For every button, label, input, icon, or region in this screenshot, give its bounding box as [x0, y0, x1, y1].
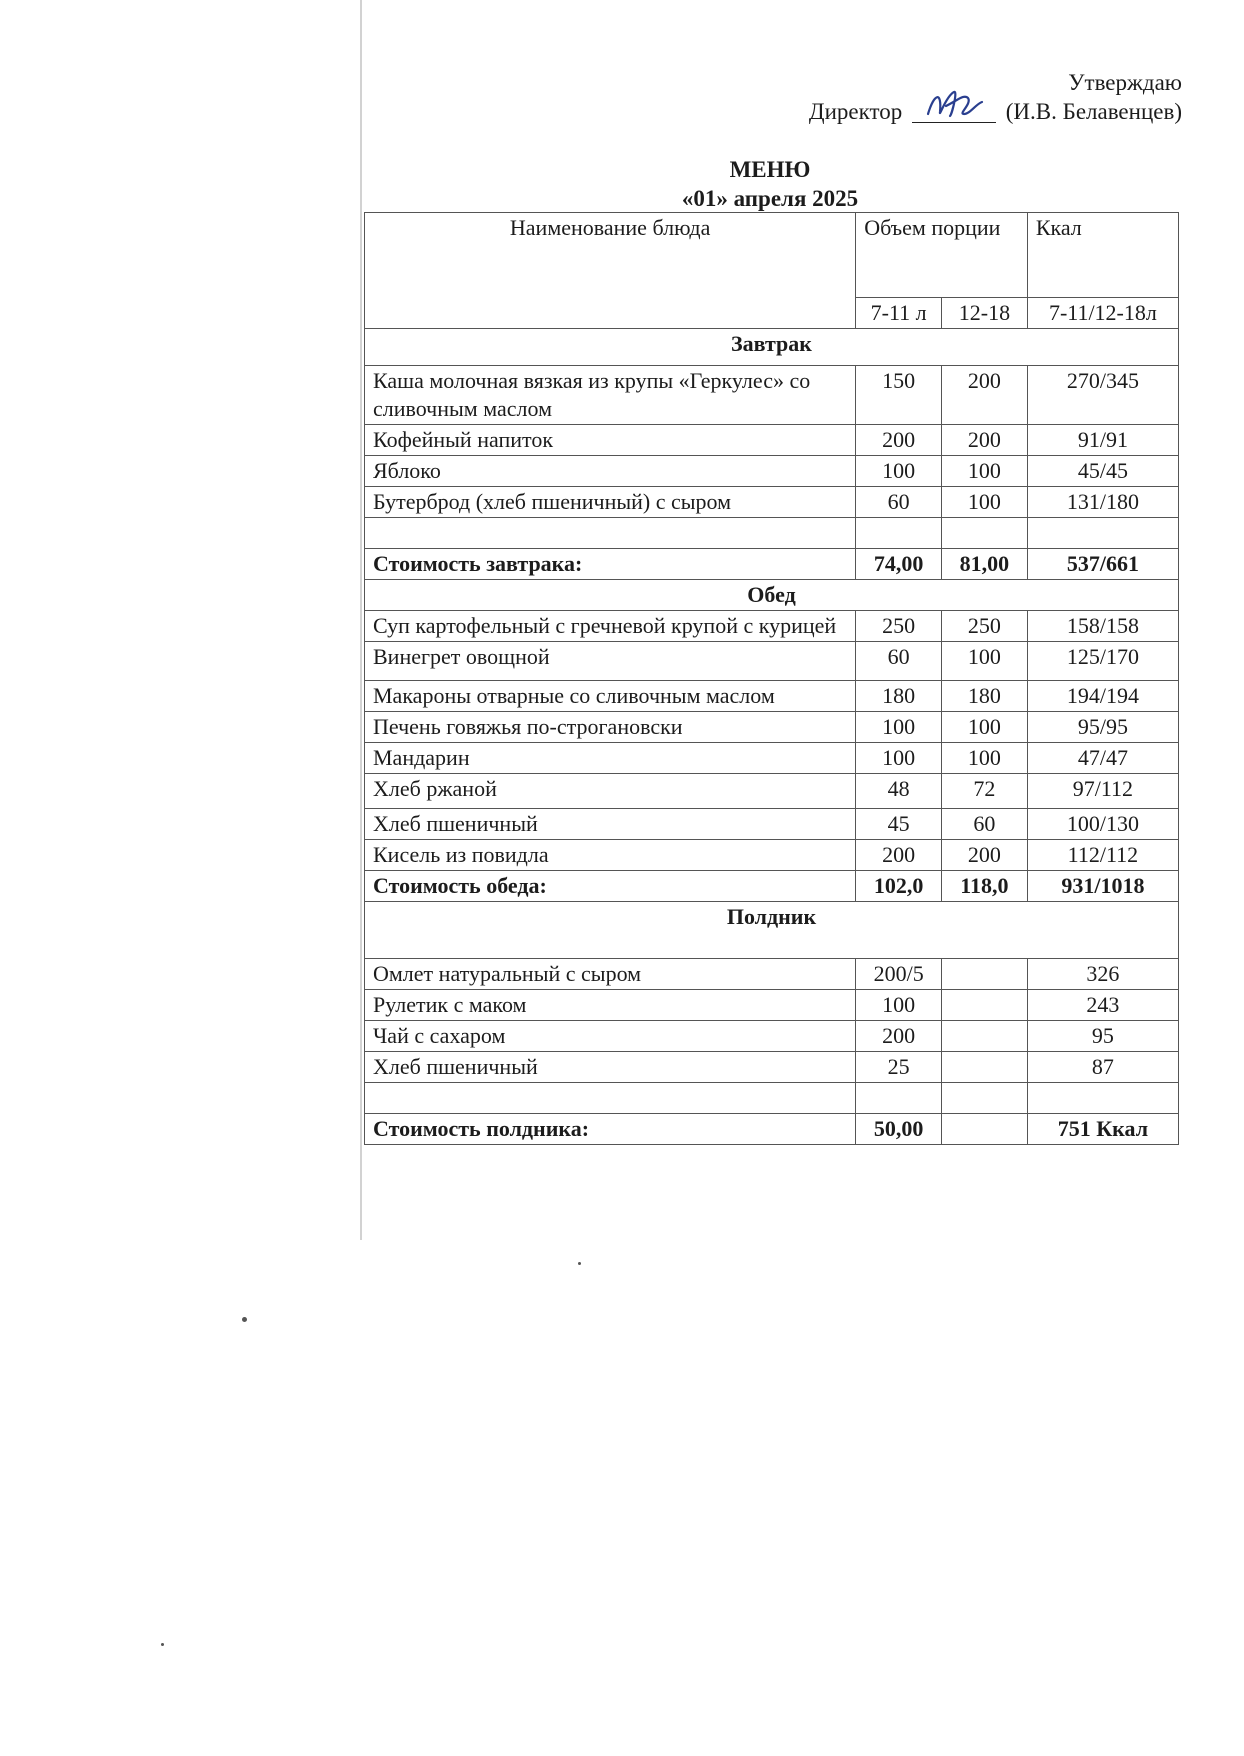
table-row	[365, 611, 1179, 642]
dish-name: Кисель из повидла	[365, 840, 856, 871]
portion-a: 250	[856, 611, 942, 642]
portion-a: 100	[856, 990, 942, 1021]
director-line	[809, 97, 1182, 126]
table-row	[365, 712, 1179, 743]
total-kcal: 537/661	[1027, 549, 1178, 580]
table-header-row	[365, 213, 1179, 298]
table-row	[365, 990, 1179, 1021]
kcal-value: 158/158	[1027, 611, 1178, 642]
portion-a: 100	[856, 712, 942, 743]
portion-b: 100	[942, 712, 1028, 743]
total-row-snack	[365, 1114, 1179, 1145]
table-row	[365, 642, 1179, 681]
approval-label: Утверждаю	[1068, 70, 1182, 95]
kcal-value: 45/45	[1027, 456, 1178, 487]
dish-name: Омлет натуральный с сыром	[365, 959, 856, 990]
portion-b: 200	[942, 425, 1028, 456]
dish-name: Яблоко	[365, 456, 856, 487]
kcal-value: 100/130	[1027, 809, 1178, 840]
signature-icon	[924, 84, 988, 124]
portion-b: 60	[942, 809, 1028, 840]
table-row	[365, 774, 1179, 809]
empty-cell	[856, 1083, 942, 1114]
header-age-b: 12-18	[942, 298, 1028, 329]
portion-b: 100	[942, 642, 1028, 681]
section-title-snack: Полдник	[365, 902, 1179, 959]
empty-cell	[365, 1083, 856, 1114]
table-row	[365, 1052, 1179, 1083]
portion-a: 180	[856, 681, 942, 712]
kcal-value: 87	[1027, 1052, 1178, 1083]
table-row	[365, 840, 1179, 871]
dish-name: Бутерброд (хлеб пшеничный) с сыром	[365, 487, 856, 518]
portion-b: 100	[942, 487, 1028, 518]
director-title: Директор	[808, 99, 903, 124]
menu-date: «01» апреля 2025	[681, 186, 859, 211]
header-dish-name: Наименование блюда	[365, 213, 856, 329]
portion-a: 200/5	[856, 959, 942, 990]
total-label: Стоимость завтрака:	[365, 549, 856, 580]
signature	[912, 98, 996, 123]
portion-a: 60	[856, 487, 942, 518]
empty-cell	[942, 518, 1028, 549]
total-cost-b: 81,00	[942, 549, 1028, 580]
total-cost-b	[942, 1114, 1028, 1145]
menu-table	[364, 212, 1179, 1145]
portion-a: 25	[856, 1052, 942, 1083]
header-age-a: 7-11 л	[856, 298, 942, 329]
section-row-breakfast	[365, 329, 1179, 366]
dish-name: Хлеб пшеничный	[365, 809, 856, 840]
director-name: (И.В. Белавенцев)	[1005, 99, 1182, 124]
dish-name: Мандарин	[365, 743, 856, 774]
header-portion: Объем порции	[856, 213, 1028, 298]
dish-name: Печень говяжья по-строгановски	[365, 712, 856, 743]
table-row	[365, 487, 1179, 518]
page-title: МЕНЮ	[729, 157, 811, 182]
portion-a: 60	[856, 642, 942, 681]
scan-speck	[242, 1317, 247, 1322]
total-kcal: 751 Ккал	[1027, 1114, 1178, 1145]
portion-b	[942, 1052, 1028, 1083]
scan-speck	[578, 1262, 581, 1265]
empty-cell	[1027, 1083, 1178, 1114]
portion-b: 72	[942, 774, 1028, 809]
table-row	[365, 425, 1179, 456]
total-row-breakfast	[365, 549, 1179, 580]
table-row	[365, 959, 1179, 990]
approval-block	[809, 68, 1182, 126]
kcal-value: 326	[1027, 959, 1178, 990]
section-row-snack	[365, 902, 1179, 959]
total-row-lunch	[365, 871, 1179, 902]
portion-b: 180	[942, 681, 1028, 712]
portion-a: 200	[856, 840, 942, 871]
dish-name: Суп картофельный с гречневой крупой с курицей	[365, 611, 856, 642]
total-cost-a: 50,00	[856, 1114, 942, 1145]
empty-cell	[942, 1083, 1028, 1114]
section-title-lunch: Обед	[365, 580, 1179, 611]
table-row	[365, 681, 1179, 712]
portion-a: 45	[856, 809, 942, 840]
portion-a: 100	[856, 743, 942, 774]
dish-name: Каша молочная вязкая из крупы «Геркулес» со сливочным маслом	[365, 366, 856, 425]
dish-name: Чай с сахаром	[365, 1021, 856, 1052]
empty-row	[365, 1083, 1179, 1114]
section-row-lunch	[365, 580, 1179, 611]
kcal-value: 112/112	[1027, 840, 1178, 871]
total-cost-a: 74,00	[856, 549, 942, 580]
kcal-value: 47/47	[1027, 743, 1178, 774]
portion-a: 100	[856, 456, 942, 487]
table-row	[365, 366, 1179, 425]
total-kcal: 931/1018	[1027, 871, 1178, 902]
empty-cell	[1027, 518, 1178, 549]
portion-b: 200	[942, 840, 1028, 871]
total-label: Стоимость обеда:	[365, 871, 856, 902]
portion-a: 200	[856, 1021, 942, 1052]
portion-a: 200	[856, 425, 942, 456]
kcal-value: 194/194	[1027, 681, 1178, 712]
kcal-value: 97/112	[1027, 774, 1178, 809]
portion-b: 250	[942, 611, 1028, 642]
empty-row	[365, 518, 1179, 549]
portion-b: 100	[942, 456, 1028, 487]
total-cost-b: 118,0	[942, 871, 1028, 902]
scan-edge-line	[360, 0, 362, 1240]
dish-name: Винегрет овощной	[365, 642, 856, 681]
dish-name: Макароны отварные со сливочным маслом	[365, 681, 856, 712]
kcal-value: 95/95	[1027, 712, 1178, 743]
dish-name: Рулетик с маком	[365, 990, 856, 1021]
portion-b	[942, 959, 1028, 990]
table-row	[365, 456, 1179, 487]
dish-name: Хлеб пшеничный	[365, 1052, 856, 1083]
kcal-value: 270/345	[1027, 366, 1178, 425]
portion-b	[942, 990, 1028, 1021]
kcal-value: 131/180	[1027, 487, 1178, 518]
empty-cell	[365, 518, 856, 549]
kcal-value: 125/170	[1027, 642, 1178, 681]
portion-b: 200	[942, 366, 1028, 425]
total-cost-a: 102,0	[856, 871, 942, 902]
portion-a: 150	[856, 366, 942, 425]
header-kcal: Ккал	[1027, 213, 1178, 298]
table-row	[365, 809, 1179, 840]
table-row	[365, 1021, 1179, 1052]
kcal-value: 243	[1027, 990, 1178, 1021]
kcal-value: 95	[1027, 1021, 1178, 1052]
portion-b: 100	[942, 743, 1028, 774]
table-row	[365, 743, 1179, 774]
kcal-value: 91/91	[1027, 425, 1178, 456]
total-label: Стоимость полдника:	[365, 1114, 856, 1145]
empty-cell	[856, 518, 942, 549]
section-title-breakfast: Завтрак	[365, 329, 1179, 366]
portion-a: 48	[856, 774, 942, 809]
portion-b	[942, 1021, 1028, 1052]
dish-name: Хлеб ржаной	[365, 774, 856, 809]
header-age-c: 7-11/12-18л	[1027, 298, 1178, 329]
dish-name: Кофейный напиток	[365, 425, 856, 456]
scan-speck	[161, 1643, 164, 1646]
